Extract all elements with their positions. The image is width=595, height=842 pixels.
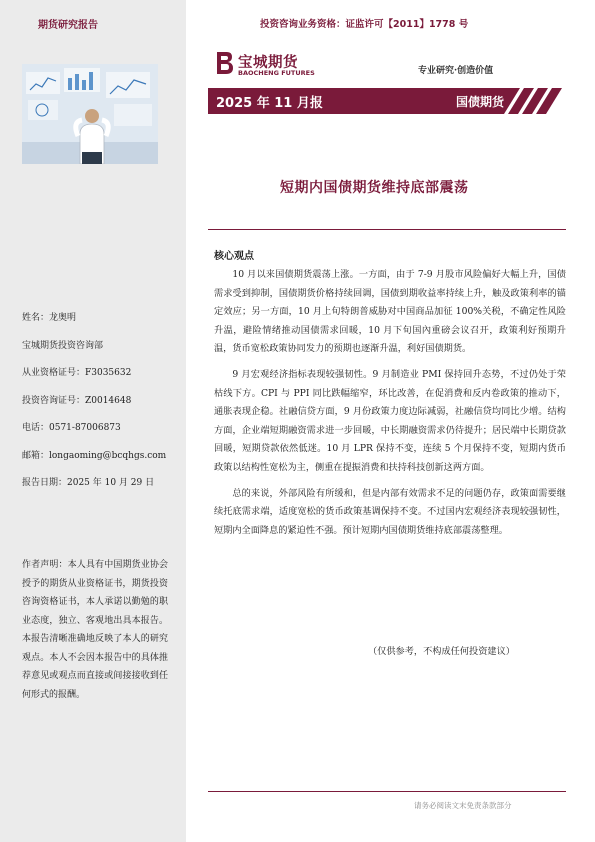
author-qualification: 从业资格证号：F3035632: [22, 368, 132, 378]
author-phone: 电话：0571-87006873: [22, 423, 121, 433]
logo-mark-icon: [214, 50, 234, 76]
title-divider: [208, 229, 566, 230]
section-heading: 核心观点: [214, 251, 254, 262]
author-email[interactable]: 邮箱：longaoming@bcqhgs.com: [22, 450, 167, 461]
logo-english-name: BAOCHENG FUTURES: [238, 69, 315, 77]
author-name: 姓名：龙奥明: [22, 313, 77, 323]
author-info: [22, 305, 172, 498]
paragraph-1: 10 月以来国债期货震荡上涨。一方面，由于 7-9 月股市风险偏好大幅上升，国债需求受到抑制，国债期货价格持续回调，国债到期收益率持续上升，触及政策利率的锚定效应；另一方面，10 月上旬特朗普威胁对中国商品加征 100%关税，不确定性风险升温，避险情绪推动国债需求回暖，10 月下旬国內重磅会议召开，政策利好预期升温，货币宽松政策协同发力的预期也逐渐升温，利好国债期货。: [214, 269, 566, 355]
author-consult-license: 投资咨询证号：Z0014648: [22, 395, 132, 406]
author-org: 宝城期货投资咨询部: [22, 340, 104, 351]
report-date: 报告日期：2025 年 10 月 29 日: [22, 478, 155, 488]
footer-divider: [208, 791, 566, 792]
report-type-label: 期货研究报告: [38, 20, 98, 31]
report-title: 短期内国债期货维持底部震荡: [280, 180, 469, 196]
core-view-body: [214, 266, 566, 547]
slogan: 专业研究·创造价值: [418, 66, 494, 76]
businessman-viewing-data-screens-icon: [22, 64, 158, 164]
investment-disclaimer: （仅供参考，不构成任何投资建议）: [368, 646, 515, 657]
paragraph-3: 总的来说，外部风险有所缓和，但是内部有效需求不足的问题仍存，政策面需要继续托底需求端，适度宽松的货币政策基调保持不变。不过国内宏观经济表现较强韧性，短期内全面降息的紧迫性不强。预计短期内国债期货维持底部震荡整理。: [214, 487, 566, 536]
banner-date: 2025 年 11 月报: [216, 96, 323, 111]
footer-note: 请务必阅读文末免责条款部分: [414, 801, 512, 810]
company-logo: [214, 50, 324, 80]
banner-category: 国债期货: [456, 95, 505, 109]
logo-chinese-name: 宝城期货: [238, 55, 298, 71]
author-statement: 作者声明：本人具有中国期货业协会授予的期货从业资格证书，期货投资咨询资格证书，本人承诺以勤勉的职业态度，独立、客观地出具本报告。本报告清晰准确地反映了本人的研究观点。本人不会因本报告中的具体推荐意见或观点而直接或间接接收到任何形式的报酬。: [22, 560, 168, 700]
paragraph-2: 9 月宏观经济指标表现较强韧性。9 月制造业 PMI 保持回升态势，不过仍处于荣枯线下方。CPI 与 PPI 同比跌幅缩窄，环比改善，在促消费和反内卷政策的推动下，通胀表现企稳。社融信贷方面，9 月份政策力度边际减弱，社融信贷均同比少增。结构方面，企业端短期融资需求进一步回暖，中长期融资需求仍待提升；居民端中长期贷款回暖，短期贷款依然低迷。10 月 LPR 保持不变，连续 5 个月保持不变，短期内货币政策以结构性宽松为主，侧重在提振消费和扶持科技创新这两方面。: [214, 368, 566, 473]
license-text: 投资咨询业务资格：证监许可【2011】1778 号: [260, 19, 469, 30]
